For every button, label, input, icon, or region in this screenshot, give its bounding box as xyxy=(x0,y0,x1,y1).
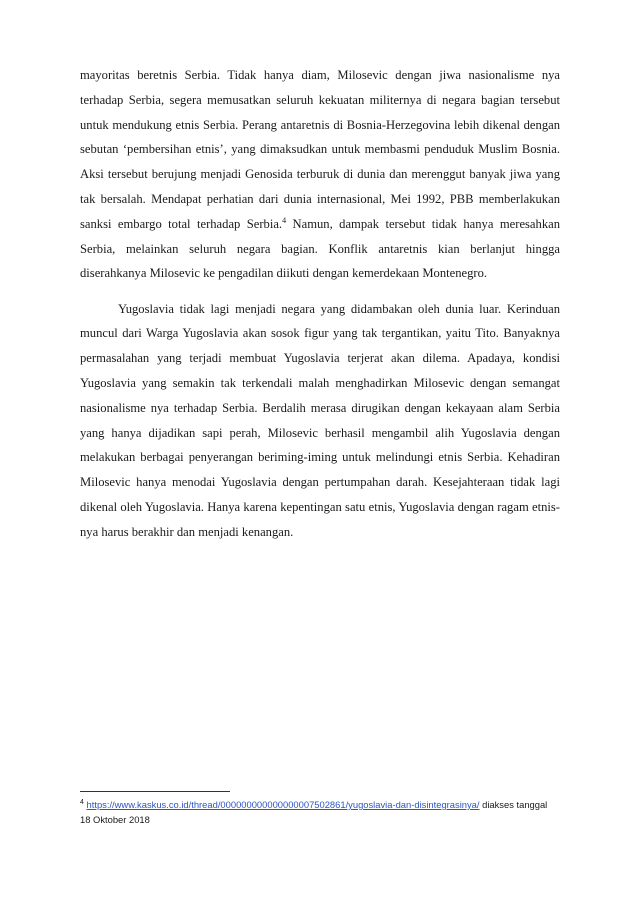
footnote-link[interactable]: https://www.kaskus.co.id/thread/000000000000000007502861/yugoslavia-dan-disintegrasinya/ xyxy=(86,799,480,810)
footnote-reference[interactable]: 4 xyxy=(282,215,287,225)
paragraph-1 xyxy=(80,63,560,286)
body-text xyxy=(80,63,560,545)
footnote xyxy=(80,797,560,827)
footnote-separator xyxy=(80,791,230,792)
footnote-text: diakses tanggal 18 Oktober 2018 xyxy=(80,799,548,825)
paragraph-1-text-before: mayoritas beretnis Serbia. Tidak hanya diam, Milosevic dengan jiwa nasionalisme nya terhadap Serbia, segera memusatkan seluruh kekuatan militernya di negara bagian tersebut untuk mendukung etnis Serbia. Perang antaretnis di Bosnia-Herzegovina lebih dikenal dengan sebutan ‘pembersihan etnis’, yang dimaksudkan untuk membasmi penduduk Muslim Bosnia. Aksi tersebut berujung menjadi Genosida terburuk di dunia dan merenggut banyak jiwa yang tak bersalah. Mendapat perhatian dari dunia internasional, Mei 1992, PBB memberlakukan sanksi embargo total terhadap Serbia. xyxy=(80,68,560,231)
paragraph-2: Yugoslavia tidak lagi menjadi negara yang didambakan oleh dunia luar. Kerinduan muncul dari Warga Yugoslavia akan sosok figur yang tak tergantikan, yaitu Tito. Banyaknya permasalahan yang terjadi membuat Yugoslavia terjerat akan dilema. Apadaya, kondisi Yugoslavia yang semakin tak terkendali malah menghadirkan Milosevic dengan semangat nasionalisme nya terhadap Serbia. Berdalih merasa dirugikan dengan kekayaan alam Serbia yang hanya dijadikan sapi perah, Milosevic berhasil mengambil alih Yugoslavia dengan melakukan berbagai penyerangan beriming-iming untuk melindungi etnis Serbia. Kehadiran Milosevic hanya menodai Yugoslavia dengan pertumpahan darah. Kesejahteraan tidak lagi dikenal oleh Yugoslavia. Hanya karena kepentingan satu etnis, Yugoslavia dengan ragam etnis-nya harus berakhir dan menjadi kenangan. xyxy=(80,301,560,539)
paragraph-1-text-after: Namun, dampak tersebut tidak hanya meresahkan Serbia, melainkan seluruh negara bagian. Konflik antaretnis kian berlanjut hingga diserahkanya Milosevic ke pengadilan diikuti dengan kemerdekaan Montenegro. xyxy=(80,216,560,281)
footnote-number: 4 xyxy=(80,798,84,806)
